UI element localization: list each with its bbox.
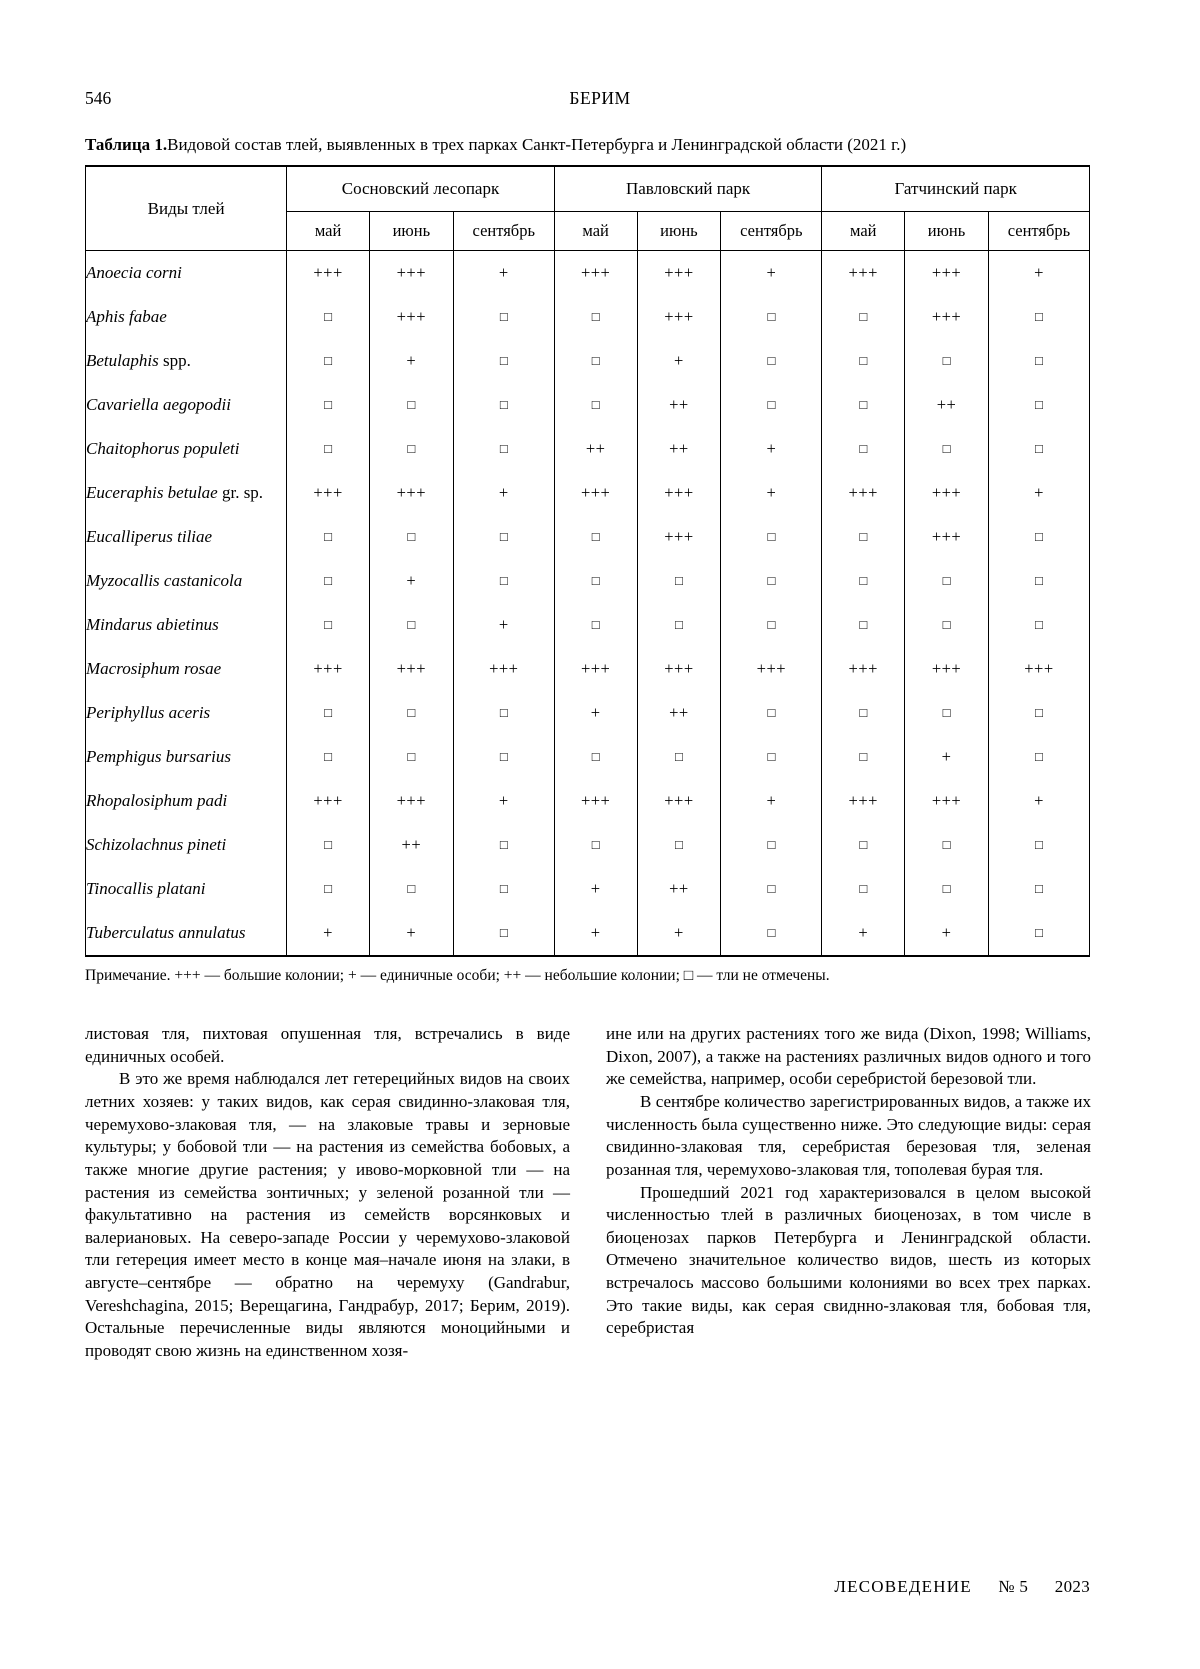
abundance-cell: □ — [554, 515, 637, 559]
abundance-cell: + — [822, 911, 905, 956]
species-latin: Myzocallis castanicola — [86, 571, 243, 591]
abundance-cell: □ — [453, 515, 554, 559]
abundance-cell: +++ — [287, 251, 370, 296]
abundance-cell: +++ — [369, 295, 453, 339]
table-row — [86, 735, 1090, 779]
species-name — [86, 779, 287, 823]
year: 2023 — [1054, 1577, 1090, 1596]
abundance-cell: +++ — [905, 251, 989, 296]
species-qualifier: gr. sp. — [217, 483, 264, 503]
abundance-cell: □ — [369, 427, 453, 471]
abundance-cell: □ — [287, 427, 370, 471]
abundance-cell: □ — [721, 383, 822, 427]
abundance-cell: □ — [453, 559, 554, 603]
species-table — [85, 165, 1090, 957]
abundance-cell: +++ — [905, 779, 989, 823]
abundance-cell: □ — [988, 603, 1089, 647]
abundance-cell: □ — [822, 867, 905, 911]
abundance-cell: +++ — [637, 251, 721, 296]
abundance-cell: □ — [988, 427, 1089, 471]
table-row — [86, 911, 1090, 956]
abundance-cell: + — [905, 735, 989, 779]
abundance-cell: +++ — [905, 471, 989, 515]
abundance-cell: □ — [988, 383, 1089, 427]
abundance-cell: + — [988, 251, 1089, 296]
body-columns — [85, 1023, 1115, 1362]
abundance-cell: □ — [369, 691, 453, 735]
abundance-cell: + — [721, 471, 822, 515]
species-name — [86, 339, 287, 383]
abundance-cell: □ — [554, 383, 637, 427]
table-row — [86, 251, 1090, 296]
abundance-cell: +++ — [637, 779, 721, 823]
header-month-p1-september: сентябрь — [453, 212, 554, 251]
header-month-p2-may: май — [554, 212, 637, 251]
species-name — [86, 735, 287, 779]
abundance-cell: □ — [453, 339, 554, 383]
abundance-cell: □ — [287, 867, 370, 911]
abundance-cell: □ — [721, 339, 822, 383]
abundance-cell: □ — [287, 339, 370, 383]
abundance-cell: □ — [822, 427, 905, 471]
table-row — [86, 471, 1090, 515]
abundance-cell: +++ — [721, 647, 822, 691]
abundance-cell: +++ — [369, 251, 453, 296]
abundance-cell: + — [554, 911, 637, 956]
abundance-cell: + — [988, 471, 1089, 515]
abundance-cell: □ — [721, 823, 822, 867]
abundance-cell: □ — [905, 603, 989, 647]
species-latin: Tinocallis platani — [86, 879, 206, 899]
abundance-cell: □ — [369, 383, 453, 427]
abundance-cell: ++ — [554, 427, 637, 471]
running-title: БЕРИМ — [569, 88, 631, 108]
abundance-cell: □ — [988, 735, 1089, 779]
table-row — [86, 295, 1090, 339]
abundance-cell: □ — [637, 823, 721, 867]
abundance-cell: +++ — [369, 471, 453, 515]
abundance-cell: □ — [287, 603, 370, 647]
table-row — [86, 691, 1090, 735]
table-body — [86, 251, 1090, 957]
issue-number: № 5 — [998, 1577, 1029, 1596]
page-footer — [85, 1577, 1090, 1597]
table-row — [86, 515, 1090, 559]
table-row — [86, 559, 1090, 603]
abundance-cell: ++ — [637, 691, 721, 735]
species-latin: Pemphigus bursarius — [86, 747, 231, 767]
abundance-cell: + — [905, 911, 989, 956]
abundance-cell: +++ — [905, 515, 989, 559]
abundance-cell: + — [637, 911, 721, 956]
abundance-cell: +++ — [822, 251, 905, 296]
abundance-cell: + — [287, 911, 370, 956]
abundance-cell: ++ — [369, 823, 453, 867]
abundance-cell: □ — [905, 691, 989, 735]
body-column-right — [606, 1023, 1091, 1362]
abundance-cell: □ — [905, 427, 989, 471]
abundance-cell: +++ — [453, 647, 554, 691]
species-latin: Rhopalosiphum padi — [86, 791, 228, 811]
species-name — [86, 383, 287, 427]
table-head — [86, 166, 1090, 251]
abundance-cell: □ — [822, 383, 905, 427]
abundance-cell: + — [369, 559, 453, 603]
abundance-cell: □ — [287, 295, 370, 339]
species-latin: Mindarus abietinus — [86, 615, 219, 635]
abundance-cell: □ — [721, 911, 822, 956]
species-latin: Eucalliperus tiliae — [86, 527, 213, 547]
header-month-p3-september: сентябрь — [988, 212, 1089, 251]
abundance-cell: +++ — [905, 295, 989, 339]
journal-name: ЛЕСОВЕДЕНИЕ — [834, 1577, 972, 1596]
abundance-cell: □ — [988, 691, 1089, 735]
abundance-cell: □ — [905, 559, 989, 603]
abundance-cell: □ — [721, 559, 822, 603]
species-name — [86, 295, 287, 339]
species-name — [86, 691, 287, 735]
table-row — [86, 867, 1090, 911]
abundance-cell: □ — [369, 867, 453, 911]
abundance-cell: □ — [287, 515, 370, 559]
abundance-cell: + — [988, 779, 1089, 823]
paragraph: Прошедший 2021 год характеризовался в целом высокой численностью тлей в различных биоценозах, в том числе в биоценозах парков Петербурга и Ленинградской области. Отмечено значительное количество видов, шесть из которых встречалось массово большими колониями во всех трех парках. Это такие виды, как серая свиднно-злаковая тля, бобовая тля, серебристая — [606, 1182, 1091, 1338]
abundance-cell: □ — [554, 603, 637, 647]
species-latin: Tuberculatus annulatus — [86, 923, 246, 943]
abundance-cell: + — [453, 603, 554, 647]
abundance-cell: +++ — [822, 647, 905, 691]
species-latin: Periphyllus aceris — [86, 703, 211, 723]
abundance-cell: □ — [369, 735, 453, 779]
species-latin: Betulaphis — [86, 351, 159, 371]
species-name — [86, 427, 287, 471]
header-month-p2-june: июнь — [637, 212, 721, 251]
abundance-cell: □ — [453, 427, 554, 471]
species-name — [86, 515, 287, 559]
abundance-cell: □ — [988, 295, 1089, 339]
abundance-cell: + — [369, 911, 453, 956]
abundance-cell: □ — [637, 735, 721, 779]
abundance-cell: □ — [287, 691, 370, 735]
species-latin: Aphis fabae — [86, 307, 167, 327]
abundance-cell: +++ — [287, 647, 370, 691]
table-caption-text: Видовой состав тлей, выявленных в трех парках Санкт-Петербурга и Ленинградской области (2021 г.) — [167, 135, 907, 154]
abundance-cell: □ — [453, 867, 554, 911]
table-caption — [85, 134, 1115, 155]
abundance-cell: + — [554, 691, 637, 735]
abundance-cell: □ — [988, 559, 1089, 603]
abundance-cell: + — [637, 339, 721, 383]
abundance-cell: +++ — [905, 647, 989, 691]
table-row — [86, 647, 1090, 691]
table-row — [86, 427, 1090, 471]
abundance-cell: □ — [453, 911, 554, 956]
abundance-cell: +++ — [554, 647, 637, 691]
abundance-cell: □ — [905, 339, 989, 383]
abundance-cell: □ — [554, 339, 637, 383]
abundance-cell: + — [721, 427, 822, 471]
header-month-p3-may: май — [822, 212, 905, 251]
abundance-cell: □ — [822, 295, 905, 339]
abundance-cell: □ — [988, 515, 1089, 559]
species-name — [86, 823, 287, 867]
abundance-cell: □ — [637, 559, 721, 603]
abundance-cell: ++ — [637, 867, 721, 911]
species-name — [86, 603, 287, 647]
page-number: 546 — [85, 88, 112, 108]
species-name — [86, 559, 287, 603]
abundance-cell: □ — [721, 691, 822, 735]
abundance-cell: □ — [721, 515, 822, 559]
abundance-cell: □ — [369, 603, 453, 647]
species-name — [86, 867, 287, 911]
paragraph: В это же время наблюдался лет гетерецийных видов на своих летних хозяев: у таких видов, как серая свидинно-злаковая тля, черемухово-злаковая тля, — на злаковые травы и зерновые культуры; у бобовой тли — на растения из семейства бобовых, а также многие другие растения; у ивово-морковной тли — на растения из семейства зонтичных; у зеленой розанной тли — факультативно на растения из семейств ворсянковых и валериановых. На северо-западе России у черемухово-злаковой тли гетереция имеет место в конце мая–начале июня на злаки, в августе–сентябре — обратно на черемуху (Gandrabur, Vereshchagina, 2015; Верещагина, Гандрабур, 2017; Берим, 2019). Остальные перечисленные виды являются моноцийными и проводят свою жизнь на единственном хозя- — [85, 1069, 570, 1360]
abundance-cell: ++ — [905, 383, 989, 427]
header-month-p3-june: июнь — [905, 212, 989, 251]
abundance-cell: □ — [453, 691, 554, 735]
abundance-cell: □ — [554, 295, 637, 339]
abundance-cell: □ — [453, 823, 554, 867]
abundance-cell: □ — [822, 823, 905, 867]
header-month-p1-june: июнь — [369, 212, 453, 251]
abundance-cell: □ — [822, 735, 905, 779]
abundance-cell: □ — [453, 735, 554, 779]
abundance-cell: □ — [637, 603, 721, 647]
species-name — [86, 647, 287, 691]
abundance-cell: +++ — [369, 779, 453, 823]
table-header-row-parks — [86, 166, 1090, 212]
header-month-p2-september: сентябрь — [721, 212, 822, 251]
abundance-cell: +++ — [287, 779, 370, 823]
abundance-cell: + — [453, 251, 554, 296]
abundance-cell: +++ — [637, 647, 721, 691]
table-caption-label: Таблица 1. — [85, 135, 168, 154]
abundance-cell: □ — [554, 735, 637, 779]
species-latin: Macrosiphum rosae — [86, 659, 222, 679]
page-header — [85, 88, 1115, 110]
paragraph: листовая тля, пихтовая опушенная тля, встречались в виде единичных особей. — [85, 1024, 570, 1066]
abundance-cell: □ — [287, 383, 370, 427]
species-name — [86, 911, 287, 956]
abundance-cell: □ — [822, 603, 905, 647]
paragraph: ине или на других растениях того же вида (Dixon, 1998; Williams, Dixon, 2007), а также на растениях различных видов одного и того же семейства, например, особи серебристой березовой тли. — [606, 1024, 1091, 1089]
abundance-cell: + — [721, 251, 822, 296]
abundance-cell: □ — [905, 823, 989, 867]
abundance-cell: + — [453, 779, 554, 823]
abundance-cell: □ — [287, 559, 370, 603]
abundance-cell: □ — [988, 339, 1089, 383]
species-qualifier: spp. — [158, 351, 191, 371]
species-name — [86, 251, 287, 296]
abundance-cell: +++ — [637, 471, 721, 515]
abundance-cell: +++ — [554, 251, 637, 296]
abundance-cell: □ — [822, 515, 905, 559]
abundance-cell: +++ — [554, 471, 637, 515]
abundance-cell: +++ — [637, 515, 721, 559]
abundance-cell: □ — [988, 823, 1089, 867]
abundance-cell: +++ — [554, 779, 637, 823]
table-row — [86, 603, 1090, 647]
abundance-cell: □ — [721, 603, 822, 647]
species-latin: Chaitophorus populeti — [86, 439, 240, 459]
abundance-cell: + — [453, 471, 554, 515]
abundance-cell: □ — [453, 383, 554, 427]
abundance-cell: +++ — [287, 471, 370, 515]
header-month-p1-may: май — [287, 212, 370, 251]
abundance-cell: □ — [988, 911, 1089, 956]
header-park-1: Сосновский лесопарк — [287, 166, 555, 212]
abundance-cell: □ — [369, 515, 453, 559]
abundance-cell: □ — [287, 823, 370, 867]
abundance-cell: □ — [721, 867, 822, 911]
species-name — [86, 471, 287, 515]
abundance-cell: □ — [721, 735, 822, 779]
abundance-cell: □ — [287, 735, 370, 779]
abundance-cell: +++ — [988, 647, 1089, 691]
abundance-cell: □ — [554, 559, 637, 603]
abundance-cell: +++ — [822, 779, 905, 823]
table-note: Примечание. +++ — большие колонии; + — единичные особи; ++ — небольшие колонии; □ — тли не отмечены. — [85, 967, 830, 985]
table-row — [86, 339, 1090, 383]
header-park-2: Павловский парк — [554, 166, 822, 212]
abundance-cell: + — [554, 867, 637, 911]
abundance-cell: + — [369, 339, 453, 383]
abundance-cell: □ — [721, 295, 822, 339]
abundance-cell: □ — [905, 867, 989, 911]
abundance-cell: □ — [554, 823, 637, 867]
paragraph: В сентябре количество зарегистрированных видов, а также их численность была существенно ниже. Это следующие виды: серая свидинно-злаковая тля, серебристая березовая тля, зеленая розанная тля, черемухово-злаковая тля, тополевая бурая тля. — [606, 1092, 1091, 1179]
abundance-cell: □ — [822, 559, 905, 603]
header-species: Виды тлей — [86, 166, 287, 251]
page — [85, 0, 1115, 1669]
abundance-cell: ++ — [637, 383, 721, 427]
species-latin: Schizolachnus pineti — [86, 835, 227, 855]
abundance-cell: □ — [822, 691, 905, 735]
abundance-cell: □ — [453, 295, 554, 339]
abundance-cell: +++ — [822, 471, 905, 515]
abundance-cell: + — [721, 779, 822, 823]
table-row — [86, 779, 1090, 823]
header-park-3: Гатчинский парк — [822, 166, 1090, 212]
abundance-cell: □ — [822, 339, 905, 383]
species-latin: Euceraphis betulae — [86, 483, 218, 503]
abundance-cell: +++ — [369, 647, 453, 691]
abundance-cell: ++ — [637, 427, 721, 471]
body-column-left — [85, 1023, 570, 1362]
table-row — [86, 383, 1090, 427]
abundance-cell: □ — [988, 867, 1089, 911]
species-latin: Cavariella aegopodii — [86, 395, 231, 415]
abundance-cell: +++ — [637, 295, 721, 339]
table-row — [86, 823, 1090, 867]
species-latin: Anoecia corni — [86, 263, 182, 283]
